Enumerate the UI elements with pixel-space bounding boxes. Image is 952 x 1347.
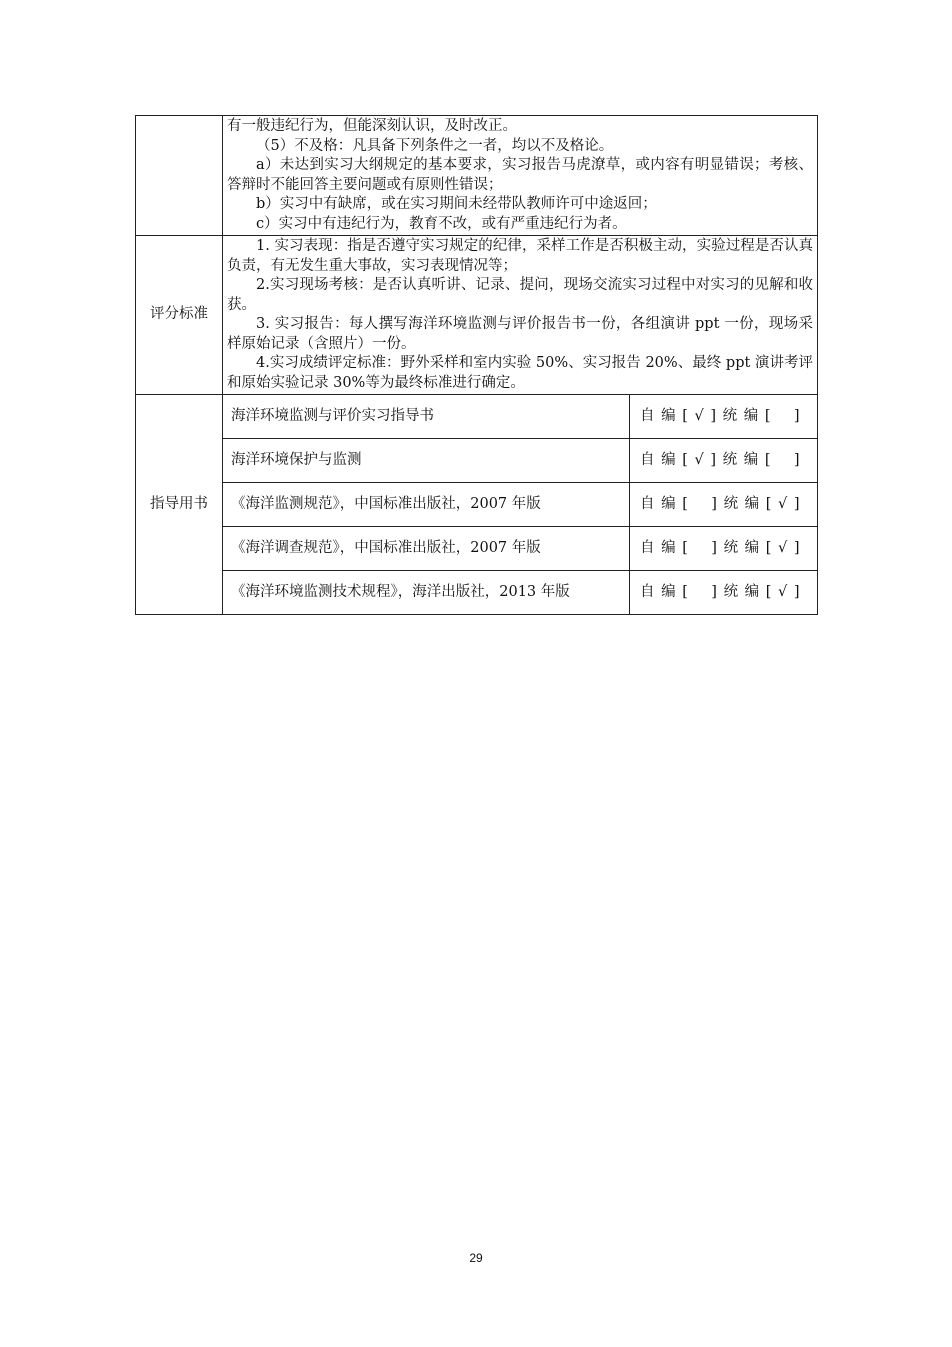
- scoring-criteria-row: [136, 236, 818, 395]
- criteria-line: 2.实习现场考核：是否认真听讲、记录、提问，现场交流实习过程中对实习的见解和收获。: [227, 277, 814, 313]
- grading-levels-cell: [223, 116, 818, 236]
- criteria-line: 3. 实习报告：每人撰写海洋环境监测与评价报告书一份，各组演讲 ppt 一份，现场采样原始记录（含照片）一份。: [227, 316, 814, 352]
- grading-line: （5）不及格：凡具备下列条件之一者，均以不及格论。: [256, 137, 614, 154]
- criteria-line: 4.实习成绩评定标准：野外采样和室内实验 50%、实习报告 20%、最终 ppt 演讲考评和原始实验记录 30%等为最终标准进行确定。: [227, 355, 814, 391]
- row-label-empty: [136, 116, 223, 236]
- textbook-source-option: 自 编 [ ] 统 编 [ √ ]: [630, 527, 818, 571]
- grading-line: c）实习中有违纪行为，教育不改，或有严重违纪行为者。: [256, 215, 627, 232]
- scoring-criteria-cell: [223, 236, 818, 395]
- textbook-row: [136, 439, 818, 483]
- textbook-title: 《海洋调查规范》，中国标准出版社，2007 年版: [223, 527, 630, 571]
- textbook-row: [136, 571, 818, 615]
- textbook-label: 指导用书: [136, 395, 223, 615]
- textbook-source-option: 自 编 [ √ ] 统 编 [ ]: [630, 395, 818, 439]
- textbook-title: 《海洋监测规范》，中国标准出版社，2007 年版: [223, 483, 630, 527]
- textbook-title: 海洋环境保护与监测: [223, 439, 630, 483]
- textbook-title: 《海洋环境监测技术规程》，海洋出版社，2013 年版: [223, 571, 630, 615]
- textbook-source-option: 自 编 [ ] 统 编 [ √ ]: [630, 571, 818, 615]
- course-info-table: [135, 115, 818, 615]
- textbook-row: [136, 483, 818, 527]
- textbook-source-option: 自 编 [ √ ] 统 编 [ ]: [630, 439, 818, 483]
- textbook-row: [136, 395, 818, 439]
- page-number: 29: [469, 1251, 483, 1265]
- textbook-title: 海洋环境监测与评价实习指导书: [223, 395, 630, 439]
- grading-continuation-row: [136, 116, 818, 236]
- criteria-line: 1. 实习表现：指是否遵守实习规定的纪律，采样工作是否积极主动，实验过程是否认真负责，有无发生重大事故，实习表现情况等；: [227, 238, 814, 274]
- scoring-criteria-label: 评分标准: [136, 236, 223, 395]
- grading-line: 有一般违纪行为，但能深刻认识，及时改正。: [227, 118, 517, 134]
- textbook-row: [136, 527, 818, 571]
- textbook-source-option: 自 编 [ ] 统 编 [ √ ]: [630, 483, 818, 527]
- grading-line: a）未达到实习大纲规定的基本要求，实习报告马虎潦草，或内容有明显错误；考核、答辩时不能回答主要问题或有原则性错误；: [227, 157, 814, 193]
- grading-line: b）实习中有缺席，或在实习期间未经带队教师许可中途返回；: [256, 196, 657, 212]
